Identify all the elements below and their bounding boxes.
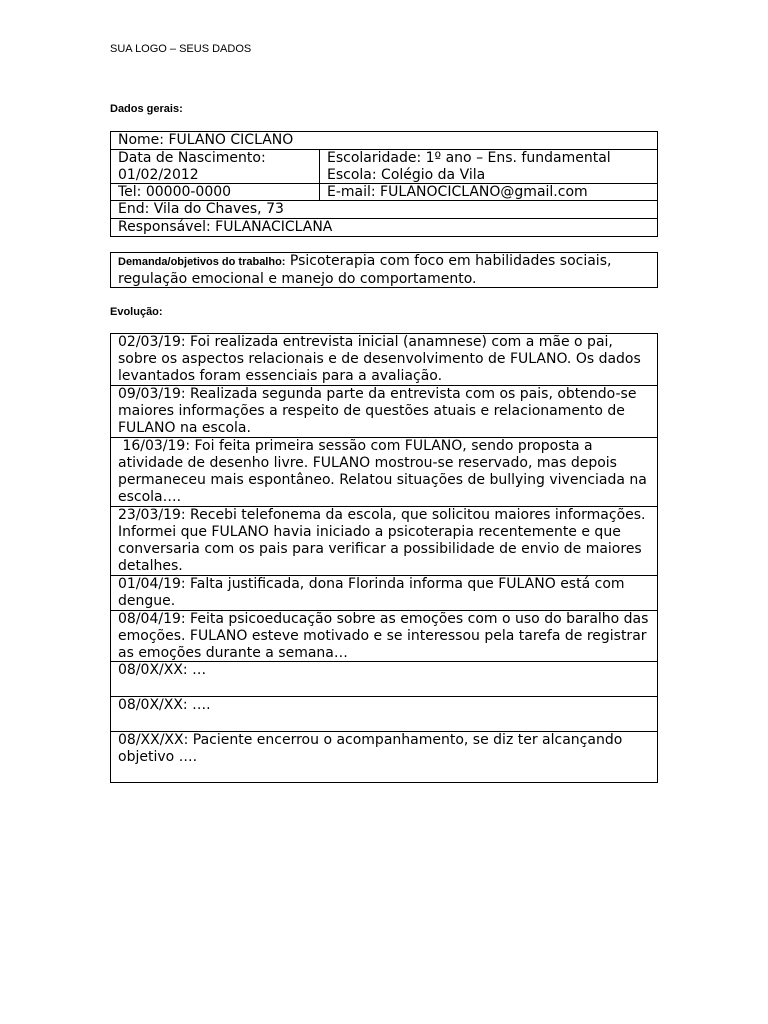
- escolaridade-field: Escolaridade: 1º ano – Ens. fundamental: [327, 150, 611, 166]
- responsavel-field: Responsável: FULANACICLANA: [118, 219, 333, 235]
- evolucao-entry: 01/04/19: Falta justificada, dona Florinda informa que FULANO está com dengue.: [111, 576, 657, 611]
- evolucao-entry: 02/03/19: Foi realizada entrevista inicial (anamnese) com a mãe o pai, sobre os aspectos relacionais e de desenvolvimento de FULANO. Os dados levantados foram essenciais para a avaliação.: [111, 334, 657, 386]
- tel-email-row: [111, 184, 657, 201]
- nascimento-label: Data de Nascimento:: [118, 150, 266, 166]
- nascimento-escolaridade-row: [111, 150, 657, 184]
- responsavel-row: [111, 219, 657, 236]
- evolucao-entry: 16/03/19: Foi feita primeira sessão com FULANO, sendo proposta a atividade de desenho livre. FULANO mostrou-se reservado, mas depois permaneceu mais espontâneo. Relatou situações de bullying vivenciada na escola….: [111, 438, 657, 507]
- demanda-content: [111, 253, 657, 287]
- evolucao-entry: 08/XX/XX: Paciente encerrou o acompanhamento, se diz ter alcançando objetivo ….: [118, 732, 627, 765]
- escolaridade-cell: [320, 150, 657, 183]
- nascimento-value: 01/02/2012: [118, 166, 199, 183]
- end-field: End: Vila do Chaves, 73: [118, 201, 284, 217]
- demanda-box: [110, 252, 658, 288]
- evolucao-entry: 08/04/19: Feita psicoeducação sobre as emoções com o uso do baralho das emoções. FULANO esteve motivado e se interessou pela tarefa de registrar as emoções durante a semana…: [111, 611, 657, 662]
- header-logo-text: SUA LOGO – SEUS DADOS: [110, 43, 252, 55]
- dados-gerais-heading: Dados gerais:: [110, 103, 183, 115]
- nome-field: Nome: FULANO CICLANO: [118, 132, 294, 148]
- tel-field: Tel: 00000-0000: [111, 184, 320, 200]
- nome-row: [111, 132, 657, 150]
- dados-gerais-table: [110, 131, 658, 237]
- evolucao-entry: 23/03/19: Recebi telefonema da escola, que solicitou maiores informações. Informei que FULANO havia iniciado a psicoterapia recentemente e que conversaria com os pais para verificar a possibilidade de envio de maiores detalhes.: [111, 507, 657, 576]
- evolucao-table: [110, 333, 658, 783]
- evolucao-entry: 08/0X/XX: ….: [111, 697, 657, 732]
- escola-field: Escola: Colégio da Vila: [327, 166, 486, 183]
- evolucao-entry: 08/0X/XX: …: [111, 662, 657, 697]
- evolucao-heading: Evolução:: [110, 306, 163, 318]
- nascimento-cell: [111, 150, 320, 183]
- email-field: E-mail: FULANOCICLANO@gmail.com: [327, 184, 588, 200]
- demanda-label: Demanda/objetivos do trabalho:: [118, 256, 286, 268]
- evolucao-entry: 09/03/19: Realizada segunda parte da entrevista com os pais, obtendo-se maiores informações a respeito de questões atuais e relacionamento de FULANO na escola.: [111, 386, 657, 438]
- demanda-text: Psicoterapia com foco em habilidades sociais, regulação emocional e manejo do comportamento.: [118, 253, 612, 287]
- end-row: [111, 201, 657, 219]
